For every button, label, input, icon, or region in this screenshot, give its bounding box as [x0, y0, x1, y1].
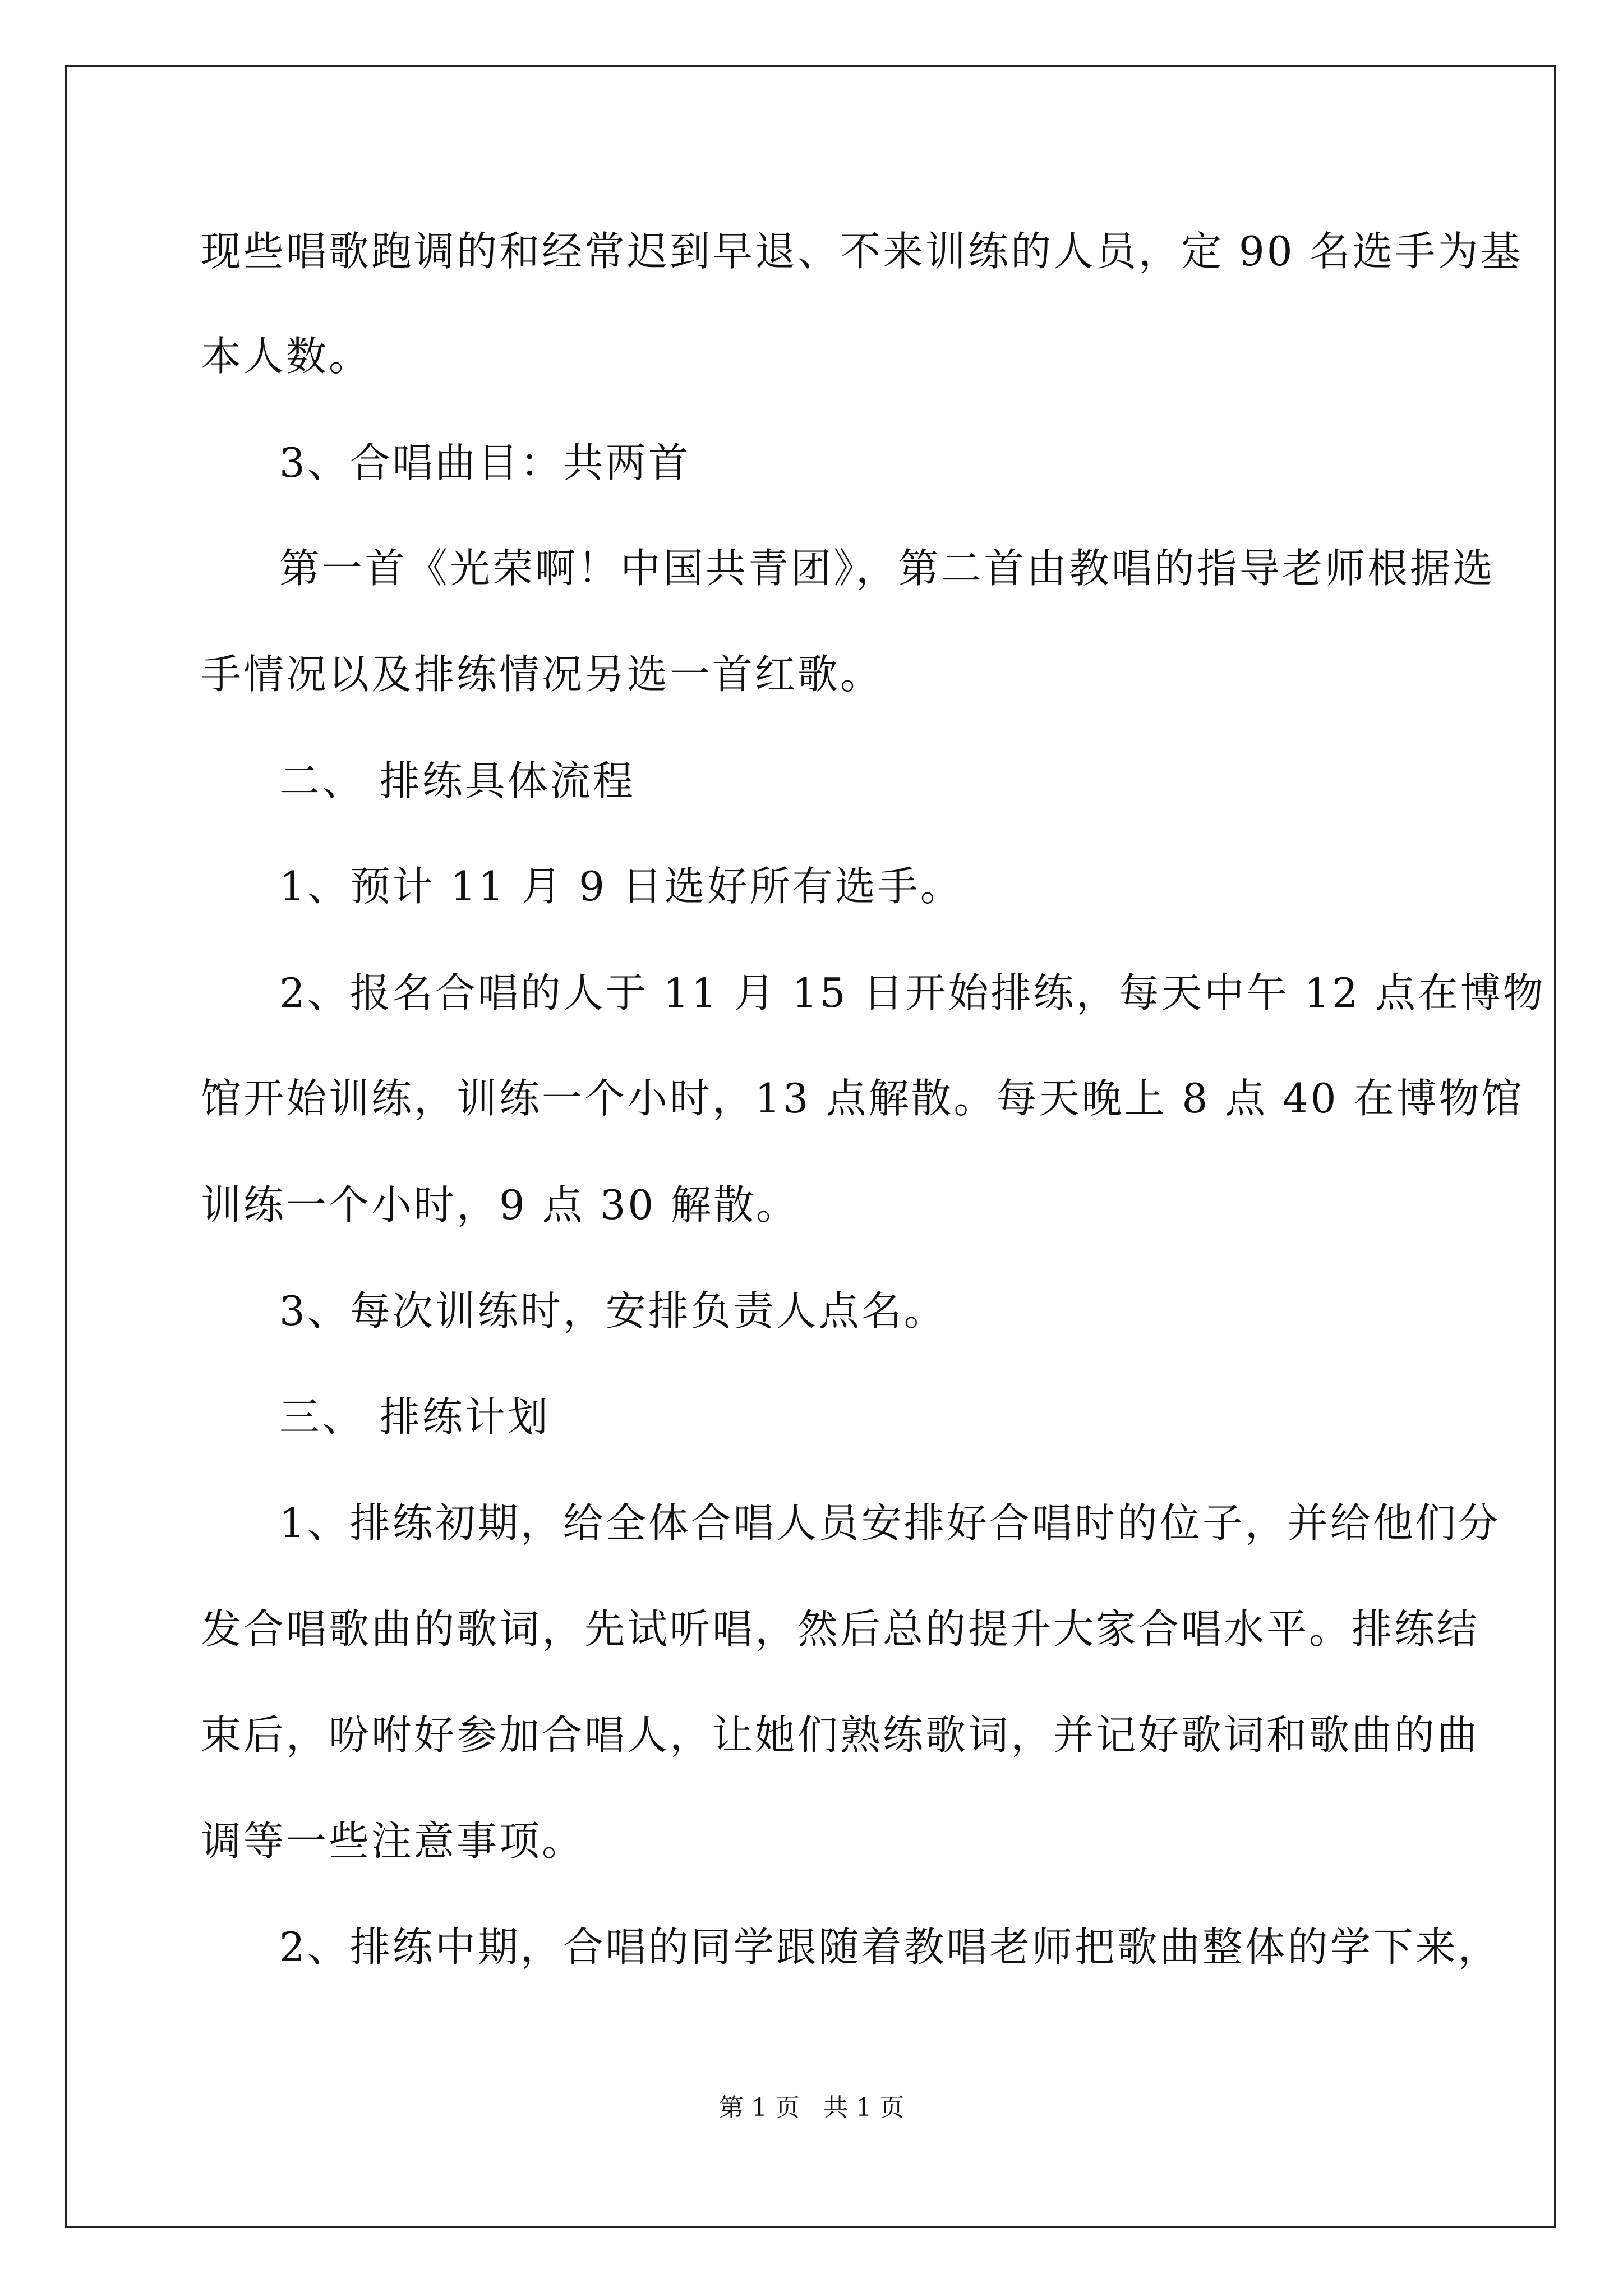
section-heading: 三、 排练计划	[279, 1393, 550, 1441]
paragraph-line: 调等一些注意事项。	[201, 1818, 585, 1865]
paragraph-line: 第一首《光荣啊！中国共青团》，第二首由教唱的指导老师根据选	[279, 545, 1496, 592]
page-border	[65, 65, 1556, 2228]
paragraph-line: 发合唱歌曲的歌词，先试听唱，然后总的提升大家合唱水平。排练结	[201, 1605, 1480, 1653]
paragraph-line: 训练一个小时，9 点 30 解散。	[201, 1181, 799, 1228]
paragraph-line: 2、报名合唱的人于 11 月 15 日开始排练，每天中午 12 点在博物	[279, 969, 1546, 1016]
paragraph-line: 馆开始训练，训练一个小时，13 点解散。每天晚上 8 点 40 在博物馆	[201, 1075, 1524, 1122]
paragraph-line: 束后，吩咐好参加合唱人，让她们熟练歌词，并记好歌词和歌曲的曲	[201, 1711, 1480, 1759]
section-heading: 3、合唱曲目：共两首	[279, 439, 691, 486]
paragraph-line: 现些唱歌跑调的和经常迟到早退、不来训练的人员，定 90 名选手为基	[201, 228, 1523, 275]
section-heading: 二、 排练具体流程	[279, 757, 635, 804]
paragraph-line: 1、预计 11 月 9 日选好所有选手。	[279, 863, 963, 910]
paragraph-line: 1、排练初期，给全体合唱人员安排好合唱时的位子，并给他们分	[279, 1499, 1501, 1547]
paragraph-line: 2、排练中期，合唱的同学跟随着教唱老师把歌曲整体的学下来，	[279, 1924, 1501, 1971]
page-footer: 第 1 页 共 1 页	[719, 2093, 904, 2122]
paragraph-line: 本人数。	[201, 333, 372, 380]
paragraph-line: 3、每次训练时，安排负责人点名。	[279, 1287, 947, 1335]
paragraph-line: 手情况以及排练情况另选一首红歌。	[201, 651, 883, 698]
